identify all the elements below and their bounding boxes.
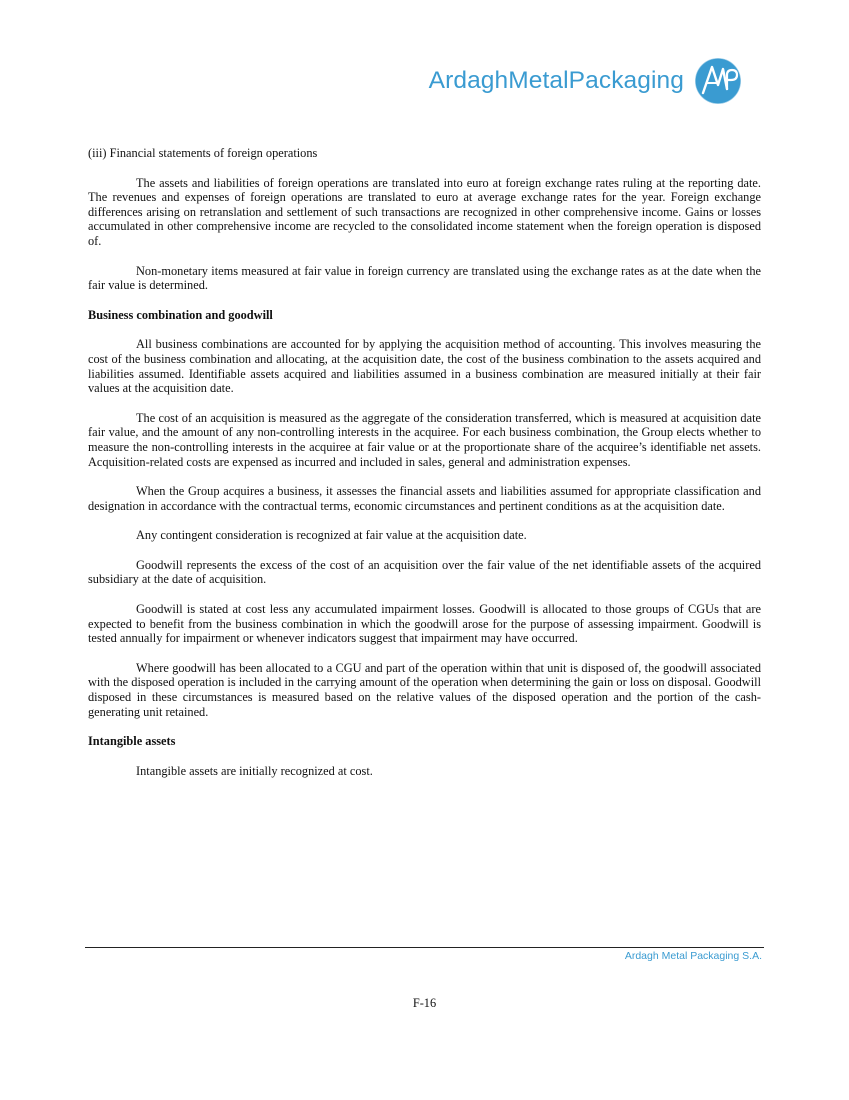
paragraph: The cost of an acquisition is measured as the aggregate of the consideration transferred, which is measured at acquisition date fair value, and the amount of any non-controlling interests in the acquiree. For each business combination, the Group elects whether to measure the non-controlling interests in the acquiree at fair value or at the proportionate share of the acquiree’s identifiable net assets. Acquisition-related costs are expensed as incurred and included in sales, general and administration expenses.	[88, 410, 761, 469]
amp-logo-icon	[692, 55, 744, 107]
paragraph: Goodwill represents the excess of the cost of an acquisition over the fair value of the net identifiable assets of the acquired subsidiary at the date of acquisition.	[88, 557, 761, 587]
paragraph: Non-monetary items measured at fair value in foreign currency are translated using the exchange rates as at the date when the fair value is determined.	[88, 263, 761, 293]
section-heading: Business combination and goodwill	[88, 307, 273, 322]
paragraph: Any contingent consideration is recognized at fair value at the acquisition date.	[136, 528, 527, 543]
page-number: F-16	[412, 996, 437, 1010]
paragraph: All business combinations are accounted for by applying the acquisition method of accounting. This involves measuring the cost of the business combination and allocating, at the acquisition date, the cost of the business combination to the assets acquired and liabilities assumed. Identifiable assets acquired and liabilities assumed in a business combination are measured initially at their fair values at the acquisition date.	[88, 337, 761, 396]
company-logo	[429, 55, 744, 107]
document-body	[88, 146, 761, 778]
paragraph: Goodwill is stated at cost less any accumulated impairment losses. Goodwill is allocated to those groups of CGUs that are expected to benefit from the business combination in which the goodwill arose for the purpose of assessing impairment. Goodwill is tested annually for impairment or whenever indicators suggest that impairment may have occurred.	[88, 602, 761, 646]
paragraph: The assets and liabilities of foreign operations are translated into euro at foreign exchange rates ruling at the reporting date. The revenues and expenses of foreign operations are translated to euro at average exchange rates for the year. Foreign exchange differences arising on retranslation and settlement of such transactions are recognized in other comprehensive income. Gains or losses accumulated in other comprehensive income are recycled to the consolidated income statement when the foreign operation is disposed of.	[88, 175, 761, 248]
section-heading: Intangible assets	[88, 734, 176, 749]
subsection-title: (iii) Financial statements of foreign operations	[88, 146, 318, 160]
paragraph: Where goodwill has been allocated to a CGU and part of the operation within that unit is disposed of, the goodwill associated with the disposed operation is included in the carrying amount of the operation when determining the gain or loss on disposal. Goodwill disposed in these circumstances is measured based on the relative values of the disposed operation and the portion of the cash-generating unit retained.	[88, 660, 761, 719]
paragraph: When the Group acquires a business, it assesses the financial assets and liabilities assumed for appropriate classification and designation in accordance with the contractual terms, economic circumstances and pertinent conditions as at the acquisition date.	[88, 484, 761, 513]
paragraph: Intangible assets are initially recognized at cost.	[136, 763, 373, 778]
footer-company-name: Ardagh Metal Packaging S.A.	[624, 950, 762, 962]
footer-divider	[85, 947, 764, 948]
logo-wordmark: ArdaghMetalPackaging	[428, 67, 684, 94]
